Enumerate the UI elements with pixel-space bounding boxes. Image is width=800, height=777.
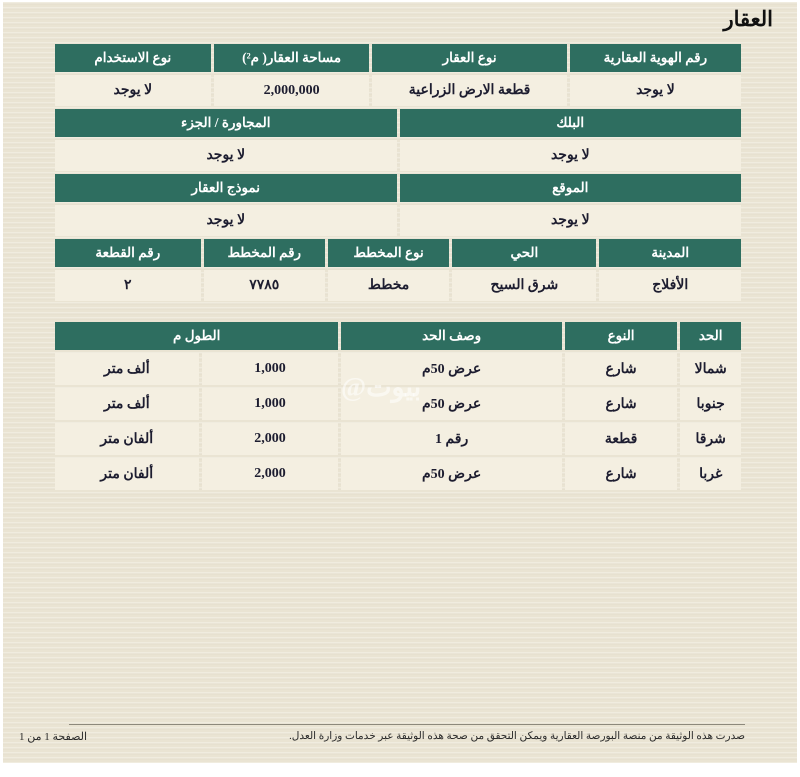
value-usage-type: لا يوجد — [55, 75, 211, 106]
border-row-south-length-text: ألف متر — [55, 388, 199, 420]
footer-divider — [69, 724, 745, 725]
header-plan-number: رقم المخطط — [204, 239, 325, 267]
border-row-west-length: 2,000 — [202, 458, 339, 490]
border-row-south-description: عرض 50م — [341, 388, 561, 420]
header-plan-type: نوع المخطط — [328, 239, 449, 267]
header-length: الطول م — [55, 322, 338, 350]
value-property-model: لا يوجد — [55, 205, 397, 236]
borders-grid — [55, 322, 741, 490]
value-property-type: قطعة الارض الزراعية — [372, 75, 566, 106]
value-district: شرق السيح — [452, 270, 596, 301]
property-section-identity — [55, 44, 741, 106]
header-block: البلك — [400, 109, 742, 137]
header-border-type: النوع — [565, 322, 678, 350]
border-row-north-description: عرض 50م — [341, 353, 561, 385]
border-row-north-length-text: ألف متر — [55, 353, 199, 385]
property-section-location — [55, 174, 741, 236]
border-row-east-length: 2,000 — [202, 423, 339, 455]
header-district: الحي — [452, 239, 596, 267]
border-row-east-type: قطعة — [565, 423, 678, 455]
header-plot-number: رقم القطعة — [55, 239, 201, 267]
border-row-north-type: شارع — [565, 353, 678, 385]
border-row-west-type: شارع — [565, 458, 678, 490]
header-usage-type: نوع الاستخدام — [55, 44, 211, 72]
border-row-east-length-text: ألفان متر — [55, 423, 199, 455]
header-city: المدينة — [599, 239, 741, 267]
header-neighborhood-part: المجاورة / الجزء — [55, 109, 397, 137]
header-property-model: نموذج العقار — [55, 174, 397, 202]
border-row-west-length-text: ألفان متر — [55, 458, 199, 490]
value-plan-number: ٧٧٨٥ — [204, 270, 325, 301]
border-row-east-description: رقم 1 — [341, 423, 561, 455]
border-row-west-side: غربا — [680, 458, 741, 490]
border-row-west-description: عرض 50م — [341, 458, 561, 490]
footer-page-number: الصفحة 1 من 1 — [19, 731, 88, 743]
header-border: الحد — [680, 322, 741, 350]
header-border-description: وصف الحد — [341, 322, 561, 350]
value-city: الأفلاج — [599, 270, 741, 301]
footer-note: صدرت هذه الوثيقة من منصة البورصة العقارية ويمكن التحقق من صحة هذه الوثيقة عبر خدمات وزارة العدل. — [289, 731, 745, 742]
header-location: الموقع — [400, 174, 742, 202]
border-row-east-side: شرقا — [680, 423, 741, 455]
border-row-north-length: 1,000 — [202, 353, 339, 385]
value-block: لا يوجد — [400, 140, 742, 171]
border-row-north-side: شمالا — [680, 353, 741, 385]
value-neighborhood-part: لا يوجد — [55, 140, 397, 171]
property-section-plan — [55, 239, 741, 301]
page-title: العقار — [723, 7, 773, 31]
header-property-area: مساحة العقار( م²) — [214, 44, 370, 72]
value-identity-number: لا يوجد — [570, 75, 741, 106]
value-plot-number: ٢ — [55, 270, 201, 301]
header-property-type: نوع العقار — [372, 44, 566, 72]
value-plan-type: مخطط — [328, 270, 449, 301]
value-property-area: 2,000,000 — [214, 75, 370, 106]
border-row-south-length: 1,000 — [202, 388, 339, 420]
bayut-watermark: بيوت@ — [341, 372, 422, 402]
border-row-south-side: جنوبا — [680, 388, 741, 420]
border-row-south-type: شارع — [565, 388, 678, 420]
header-identity-number: رقم الهوية العقارية — [570, 44, 741, 72]
value-location: لا يوجد — [400, 205, 742, 236]
borders-table — [55, 322, 741, 493]
property-section-block — [55, 109, 741, 171]
property-table — [55, 44, 741, 304]
document-page — [3, 2, 797, 763]
